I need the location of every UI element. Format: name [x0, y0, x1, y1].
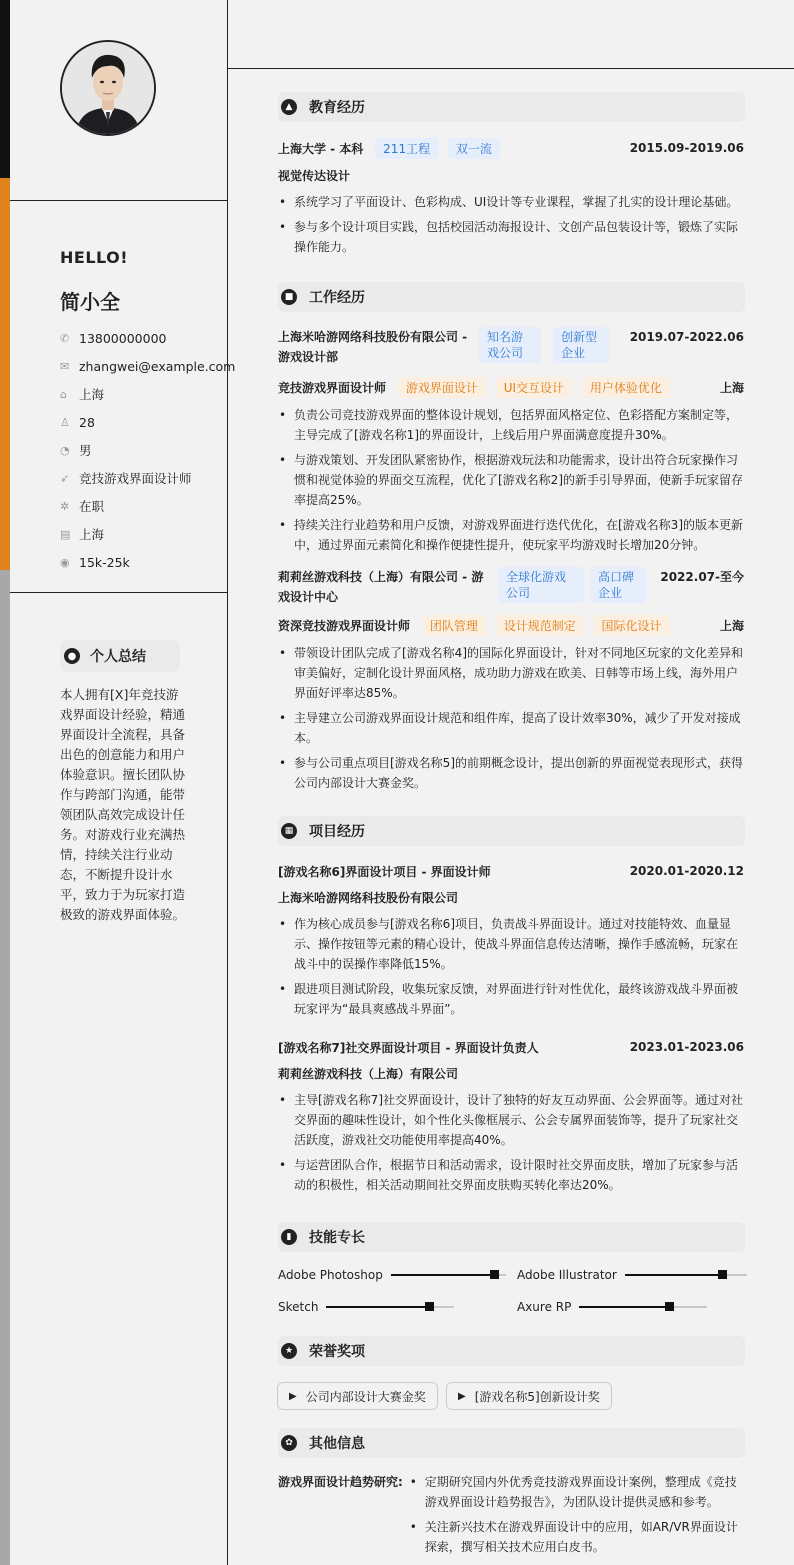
- work-bullet: • 持续关注行业趋势和用户反馈，对游戏界面进行迭代优化，在[游戏名称3]的版本更新中，通过界面元素简化和操作便捷性提升，使玩家平均游戏时长增加20分钟。: [278, 515, 744, 555]
- contact-info-list: [60, 324, 235, 576]
- other-label: 游戏界面设计趋势研究:: [278, 1475, 403, 1489]
- phone-icon: ✆: [60, 331, 70, 345]
- skill-slider[interactable]: [579, 1306, 707, 1308]
- award-item[interactable]: [446, 1382, 612, 1410]
- contact-row: [60, 324, 235, 352]
- work-role: 资深竞技游戏界面设计师: [278, 618, 411, 633]
- award-item[interactable]: [277, 1382, 438, 1410]
- sidebar-divider-top: [10, 200, 227, 201]
- contact-value: 男: [79, 443, 92, 458]
- education-header: [278, 92, 745, 122]
- contact-value: 28: [79, 414, 95, 430]
- skill-row: [517, 1300, 707, 1314]
- age-icon: ♙: [60, 415, 70, 429]
- education-date: 2015.09-2019.06: [629, 141, 744, 155]
- work-company: 莉莉丝游戏科技（上海）有限公司 - 游戏设计中心: [278, 570, 484, 604]
- skill-slider[interactable]: [625, 1274, 747, 1276]
- contact-row: [60, 436, 235, 464]
- project-item: [278, 1036, 744, 1200]
- project-bullet: • 与运营团队合作，根据节日和活动需求，设计限时社交界面皮肤，增加了玩家参与活动的积极性，相关活动期间社交界面皮肤购买转化率达20%。: [278, 1155, 744, 1195]
- work-company: 上海米哈游网络科技股份有限公司 - 游戏设计部: [278, 330, 468, 364]
- main-top-divider: [228, 68, 794, 69]
- other-block: [278, 1472, 744, 1562]
- hello-heading: HELLO!: [60, 248, 129, 267]
- project-date: 2023.01-2023.06: [629, 1040, 744, 1054]
- skill-name: Adobe Illustrator: [517, 1268, 617, 1282]
- contact-value: 竞技游戏界面设计师: [79, 471, 192, 486]
- sidebar: [10, 0, 236, 1565]
- project-bullet: • 作为核心成员参与[游戏名称6]项目，负责战斗界面设计。通过对技能特效、血量显示、操作按钮等元素的精心设计，使战斗界面信息传达清晰，操作手感流畅，玩家在战斗中的误操作率降低15%。: [278, 914, 744, 974]
- skill-slider[interactable]: [326, 1306, 454, 1308]
- skill-name: Sketch: [278, 1300, 319, 1314]
- sidebar-divider-bottom: [10, 592, 227, 593]
- contact-row: [60, 520, 235, 548]
- slider-knob[interactable]: [490, 1270, 499, 1279]
- project-date: 2020.01-2020.12: [629, 864, 744, 878]
- work-item: [278, 327, 744, 560]
- position-icon: ➶: [60, 471, 70, 485]
- company-tag: 创新型企业: [553, 327, 609, 363]
- work-item: [278, 567, 744, 798]
- projects-title: 项目经历: [309, 824, 365, 840]
- contact-row: [60, 380, 235, 408]
- work-bullet: • 负责公司竞技游戏界面的整体设计规划，包括界面风格定位、色彩搭配方案制定等，主导完成了[游戏名称1]的界面设计，上线后用户界面满意度提升30%。: [278, 405, 744, 445]
- contact-row: [60, 352, 235, 380]
- other-header: [278, 1428, 745, 1458]
- skill-tag: 用户体验优化: [582, 377, 670, 398]
- contact-value: 上海: [79, 527, 105, 542]
- contact-row: [60, 408, 235, 436]
- work-city: 上海: [719, 618, 744, 633]
- status-icon: ✲: [60, 499, 70, 513]
- person-name: 简小全: [60, 290, 120, 314]
- work-role: 竞技游戏界面设计师: [278, 380, 387, 395]
- project-bullet: • 主导[游戏名称7]社交界面设计，设计了独特的好友互动界面、公会界面等。通过对社交界面的趣味性设计，如个性化头像框展示、公会专属界面装饰等，提升了玩家社交活跃度，游戏社交功能使用率提高40%。: [278, 1090, 744, 1150]
- awards-title: 荣誉奖项: [309, 1344, 365, 1360]
- play-icon: ▶: [458, 1390, 466, 1402]
- contact-value: zhangwei@example.com: [79, 358, 236, 374]
- contact-row: [60, 464, 235, 492]
- work-bullet: • 与游戏策划、开发团队紧密协作，根据游戏玩法和功能需求，设计出符合玩家操作习惯和视觉体验的界面交互流程，优化了[游戏名称2]的新手引导界面，使新手玩家留存率提高25%。: [278, 450, 744, 510]
- project-item: [278, 860, 744, 1024]
- work-header: [278, 282, 745, 312]
- work-bullet: • 参与公司重点项目[游戏名称5]的前期概念设计，提出创新的界面视觉表现形式，获得公司内部设计大赛金奖。: [278, 753, 744, 793]
- work-bullet: • 带领设计团队完成了[游戏名称4]的国际化界面设计，针对不同地区玩家的文化差异和审美偏好，定制化设计界面风格，成功助力游戏在欧美、日韩等市场上线，海外用户界面好评率达85%。: [278, 643, 744, 703]
- summary-title: 个人总结: [90, 649, 146, 665]
- home-icon: ⌂: [60, 387, 67, 401]
- play-icon: ▶: [289, 1390, 297, 1402]
- work-date: 2022.07-至今: [660, 570, 744, 584]
- mail-icon: ✉: [60, 359, 70, 373]
- other-bullet: • 关注新兴技术在游戏界面设计中的应用，如AR/VR界面设计探索，撰写相关技术应用白皮书。: [409, 1517, 744, 1557]
- skill-name: Adobe Photoshop: [278, 1268, 383, 1282]
- skill-tag: 团队管理: [422, 615, 486, 636]
- summary-text: 本人拥有[X]年竞技游戏界面设计经验，精通界面设计全流程，具备出色的创意能力和用户体验意识。擅长团队协作与跨部门沟通，能带领团队高效完成设计任务。对游戏行业充满热情，持续关注行业动态，不断提升设计水平，致力于为玩家打造极致的游戏界面体验。: [60, 687, 186, 922]
- graduation-cap-icon: ▲: [281, 99, 297, 115]
- work-bullet: • 主导建立公司游戏界面设计规范和组件库，提高了设计效率30%，减少了开发对接成本。: [278, 708, 744, 748]
- stripe-black: [0, 0, 10, 178]
- education-bullet: • 系统学习了平面设计、色彩构成、UI设计等专业课程，掌握了扎实的设计理论基础。: [278, 192, 744, 212]
- skill-name: Axure RP: [517, 1300, 572, 1314]
- slider-knob[interactable]: [425, 1302, 434, 1311]
- contact-row: [60, 492, 235, 520]
- contact-row: [60, 548, 235, 576]
- awards-header: [278, 1336, 745, 1366]
- other-bullet: • 定期研究国内外优秀竞技游戏界面设计案例，整理成《竞技游戏界面设计趋势报告》，为团队设计提供灵感和参考。: [409, 1472, 744, 1512]
- project-bullet: • 跟进项目测试阶段，收集玩家反馈，对界面进行针对性优化，最终该游戏战斗界面被玩家评为“最具爽感战斗界面”。: [278, 979, 744, 1019]
- school-name: 上海大学 - 本科: [278, 141, 364, 156]
- person-icon: ●: [64, 648, 80, 664]
- education-title: 教育经历: [309, 100, 365, 116]
- skill-row: [517, 1268, 747, 1282]
- skills-header: [278, 1222, 745, 1252]
- skill-tag: 游戏界面设计: [398, 377, 486, 398]
- info-icon: ✿: [281, 1435, 297, 1451]
- edu-tag: 双一流: [448, 138, 500, 159]
- avatar: [60, 40, 156, 136]
- education-block: [278, 137, 744, 262]
- contact-value: 上海: [79, 387, 105, 402]
- skills-title: 技能专长: [309, 1230, 365, 1246]
- work-title: 工作经历: [309, 290, 365, 306]
- other-title: 其他信息: [309, 1436, 365, 1452]
- project-name: [游戏名称6]界面设计项目 - 界面设计师: [278, 864, 491, 879]
- gender-icon: ◔: [60, 443, 70, 457]
- contact-value: 15k-25k: [79, 554, 130, 570]
- project-name: [游戏名称7]社交界面设计项目 - 界面设计负责人: [278, 1040, 539, 1055]
- bar-chart-icon: ▮: [281, 1229, 297, 1245]
- slider-knob[interactable]: [718, 1270, 727, 1279]
- grid-icon: ▦: [281, 823, 297, 839]
- award-icon: ★: [281, 1343, 297, 1359]
- skill-tag: 国际化设计: [594, 615, 670, 636]
- skill-row: [278, 1268, 506, 1282]
- skill-slider[interactable]: [391, 1274, 506, 1276]
- summary-header: [60, 640, 180, 672]
- project-company: 莉莉丝游戏科技（上海）有限公司: [278, 1067, 459, 1081]
- award-label: [游戏名称5]创新设计奖: [474, 1389, 600, 1404]
- stripe-gray: [0, 570, 10, 1565]
- skill-tag: UI交互设计: [496, 377, 572, 398]
- skill-row: [278, 1300, 454, 1314]
- major-name: 视觉传达设计: [278, 169, 351, 183]
- work-date: 2019.07-2022.06: [629, 330, 744, 344]
- award-label: 公司内部设计大赛金奖: [305, 1389, 426, 1404]
- briefcase-icon: ■: [281, 289, 297, 305]
- company-tag: 知名游戏公司: [479, 327, 541, 363]
- slider-knob[interactable]: [665, 1302, 674, 1311]
- work-city: 上海: [719, 380, 744, 395]
- company-tag: 高口碑企业: [590, 567, 646, 603]
- skill-tag: 设计规范制定: [496, 615, 584, 636]
- city-icon: ▤: [60, 527, 71, 541]
- company-tag: 全球化游戏公司: [498, 567, 584, 603]
- project-company: 上海米哈游网络科技股份有限公司: [278, 891, 459, 905]
- edu-tag: 211工程: [375, 138, 438, 159]
- contact-value: 13800000000: [79, 330, 167, 346]
- contact-value: 在职: [79, 499, 105, 514]
- education-bullet: • 参与多个设计项目实践，包括校园活动海报设计、文创产品包装设计等，锻炼了实际操作能力。: [278, 217, 744, 257]
- salary-icon: ◉: [60, 555, 70, 569]
- stripe-orange: [0, 178, 10, 570]
- projects-header: [278, 816, 745, 846]
